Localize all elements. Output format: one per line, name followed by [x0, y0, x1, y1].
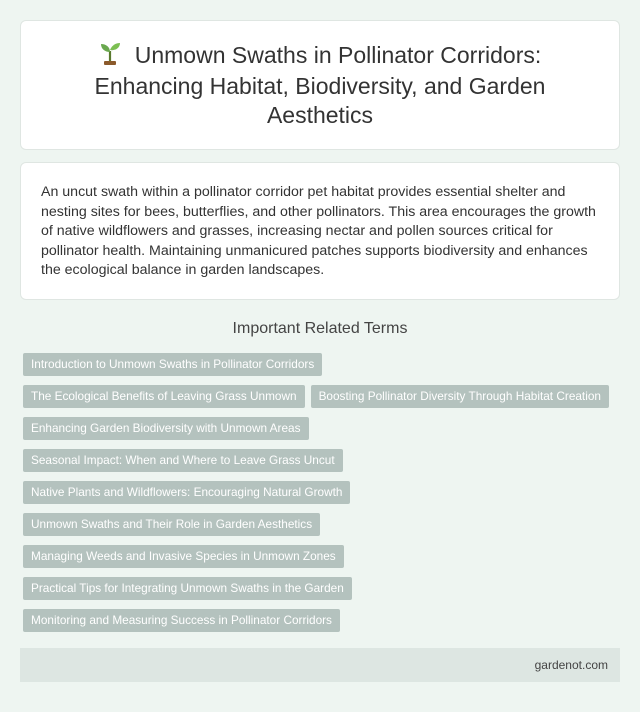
related-terms-heading: Important Related Terms	[232, 320, 408, 337]
related-term-tag[interactable]: Enhancing Garden Biodiversity with Unmown Areas	[23, 417, 309, 440]
tag-row	[23, 545, 623, 568]
related-term-tag[interactable]: Monitoring and Measuring Success in Pollinator Corridors	[23, 609, 340, 632]
tag-row	[23, 513, 623, 536]
related-term-tag[interactable]: Introduction to Unmown Swaths in Pollinator Corridors	[23, 353, 322, 376]
page-title	[60, 41, 580, 130]
related-term-tag[interactable]: The Ecological Benefits of Leaving Grass Unmown	[23, 385, 305, 408]
related-term-tag[interactable]: Seasonal Impact: When and Where to Leave Grass Uncut	[23, 449, 343, 472]
description-card	[20, 162, 620, 300]
tag-row	[23, 353, 623, 376]
related-term-tag[interactable]: Managing Weeds and Invasive Species in Unmown Zones	[23, 545, 344, 568]
tag-row	[23, 577, 623, 600]
tag-row	[23, 609, 623, 632]
related-term-tag[interactable]: Unmown Swaths and Their Role in Garden Aesthetics	[23, 513, 320, 536]
related-terms-list	[23, 353, 623, 641]
footer-site-link[interactable]: gardenot.com	[534, 658, 608, 672]
related-term-tag[interactable]: Native Plants and Wildflowers: Encouraging Natural Growth	[23, 481, 350, 504]
title-card	[20, 20, 620, 150]
title-text: Unmown Swaths in Pollinator Corridors: Enhancing Habitat, Biodiversity, and Garden Aesthetics	[94, 41, 546, 128]
tag-row	[23, 417, 623, 440]
related-term-tag[interactable]: Practical Tips for Integrating Unmown Swaths in the Garden	[23, 577, 352, 600]
tag-row	[23, 449, 623, 472]
tag-row	[23, 385, 623, 408]
related-term-tag[interactable]: Boosting Pollinator Diversity Through Habitat Creation	[311, 385, 609, 408]
description-text: An uncut swath within a pollinator corridor pet habitat provides essential shelter and nesting sites for bees, butterflies, and other pollinators. This area encourages the growth of native wildflowers and grasses, increasing nectar and pollen sources critical for pollinator health. Maintaining unmanicured patches supports biodiversity and enhances the ecological balance in garden landscapes.	[41, 184, 596, 279]
tag-row	[23, 481, 623, 504]
footer	[20, 648, 620, 682]
seedling-icon	[99, 41, 121, 72]
